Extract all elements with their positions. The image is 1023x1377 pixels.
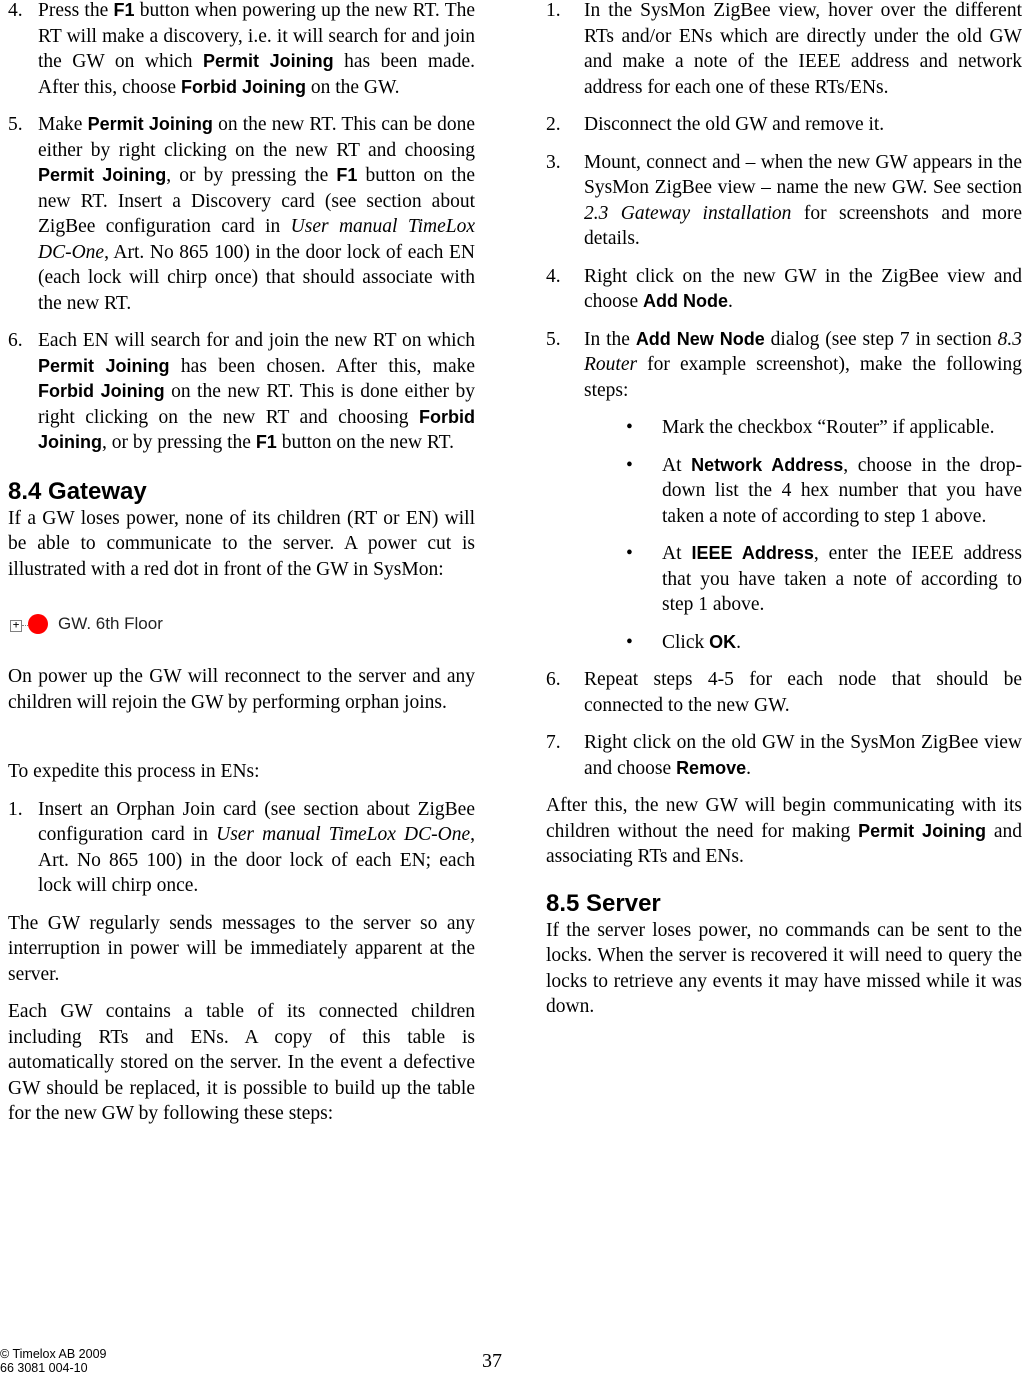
bullet-icon: •	[626, 417, 633, 438]
bold-term: Permit Joining	[203, 51, 334, 71]
left-column	[8, 0, 475, 1139]
bold-term: Add New Node	[635, 328, 765, 349]
bold-term: Add Node	[643, 291, 729, 311]
replace-step-4	[546, 264, 1022, 315]
replace-step-6	[546, 667, 1022, 718]
text: Right click on the new GW in the ZigBee view and choose	[584, 265, 1022, 312]
step-number: 3.	[546, 151, 561, 173]
text: , Art. No 865 100) in the door lock of each EN (each lock will chirp once) that should associate with the new RT.	[38, 241, 475, 314]
bold-term: Permit Joining	[38, 355, 170, 376]
bold-term: Remove	[676, 757, 747, 778]
bullet-icon: •	[626, 543, 633, 564]
step-4	[8, 0, 475, 100]
text: .	[728, 291, 733, 312]
step-number: 4.	[546, 265, 561, 287]
bullet-icon: •	[626, 454, 633, 476]
text: , or by pressing the	[102, 432, 256, 453]
para-table: Each GW contains a table of its connected children including RTs and ENs. A copy of this table is automatically stored on the server. In the event a defective GW should be replaced, it is possible to build up the table for the new GW by following these steps:	[8, 1001, 475, 1124]
power-cut-red-dot-icon	[28, 614, 48, 634]
text: At	[662, 543, 692, 564]
bold-term: Permit Joining	[87, 114, 213, 134]
text: Make	[38, 114, 88, 135]
para-server: If the server loses power, no commands can be sent to the locks. When the server is recovered it will need to query the locks to retrieve any events it may have missed while it was down.	[546, 919, 1022, 1017]
replace-step-3	[546, 150, 1022, 252]
text: button on the new RT.	[276, 432, 455, 453]
page-number: 37	[482, 1350, 502, 1372]
right-column	[546, 0, 1022, 1032]
gw-node-label[interactable]: GW. 6th Floor	[58, 614, 163, 633]
bullet-ieee-address	[546, 541, 1022, 618]
text: on the GW.	[305, 76, 400, 98]
text: , choose in the drop-down list the 4 hex number that you have taken a note of according to step 1 above.	[662, 454, 1022, 527]
heading-server: 8.5 Server	[546, 889, 661, 917]
italic-ref: User manual TimeLox DC-One	[216, 824, 471, 845]
text: Each EN will search for and join the new RT on which	[38, 330, 475, 351]
text: , or by pressing the	[166, 165, 337, 186]
bold-term: IEEE Address	[691, 543, 814, 563]
step-number: 5.	[8, 114, 23, 135]
text: Click	[662, 631, 710, 653]
bold-term: F1	[113, 0, 135, 20]
text: .	[746, 757, 751, 779]
bold-term: F1	[255, 432, 277, 452]
italic-ref: 2.3 Gateway installation	[584, 202, 792, 224]
text: Press the	[38, 0, 114, 21]
text: Repeat steps 4-5 for each node that should be connected to the new GW.	[584, 669, 1022, 716]
step-number: 5.	[546, 328, 561, 350]
step-number: 6.	[8, 330, 23, 351]
text: has been chosen. After this, make	[169, 355, 476, 377]
para-regularly: The GW regularly sends messages to the server so any interruption in power will be immediately apparent at the server.	[8, 912, 475, 985]
bold-term: Forbid Joining	[38, 406, 475, 452]
text: Mark the checkbox “Router” if applicable.	[662, 417, 995, 438]
orphan-step-1	[8, 797, 475, 899]
text: Mount, connect and – when the new GW appears in the SysMon ZigBee view – name the new GW. See section	[584, 151, 1022, 198]
step-5	[8, 112, 475, 316]
para-gateway: If a GW loses power, none of its children (RT or EN) will be able to communicate to the server. A power cut is illustrated with a red dot in front of the GW in SysMon:	[8, 507, 475, 580]
bold-term: Forbid Joining	[38, 381, 165, 401]
italic-ref: User manual TimeLox DC-One	[38, 216, 476, 263]
replace-step-5	[546, 327, 1022, 404]
step-number: 1.	[546, 0, 561, 21]
text: At	[662, 454, 692, 476]
text: for example screenshot), make the following steps:	[584, 354, 1022, 401]
text: has been made. After this, choose	[38, 51, 475, 98]
italic-ref: 8.3 Router	[584, 328, 1022, 375]
text: for screenshots and more details.	[584, 202, 1022, 249]
bullet-network-address	[546, 453, 1022, 530]
replace-step-7	[546, 730, 1022, 781]
bold-term: Permit Joining	[38, 165, 167, 185]
bullet-icon: •	[626, 631, 633, 653]
text: Disconnect the old GW and remove it.	[584, 114, 885, 135]
step-number: 7.	[546, 732, 561, 753]
bold-term: Permit Joining	[858, 820, 987, 841]
step-number: 6.	[546, 669, 561, 690]
bullet-click-ok	[546, 630, 1022, 656]
bold-term: OK	[709, 631, 737, 652]
text: , Art. No 865 100) in the door lock of each EN; each lock will chirp once.	[38, 824, 475, 896]
text: button when powering up the new RT. The RT will make a discovery, i.e. it will search for and join the GW on which	[38, 0, 476, 72]
footer	[0, 1347, 107, 1375]
expand-icon[interactable]	[10, 620, 22, 632]
text: button on the new RT. Insert a Discovery card (see section about ZigBee configuration card in	[38, 165, 475, 237]
text: .	[736, 631, 741, 653]
sysmon-tree-row	[8, 612, 475, 642]
step-number: 1.	[8, 798, 23, 820]
replace-step-1	[546, 0, 1022, 100]
text: and associating RTs and ENs.	[546, 820, 1022, 867]
bullet-router	[546, 415, 1022, 441]
bold-term: Forbid Joining	[180, 76, 306, 97]
text: In the SysMon ZigBee view, hover over the different RTs and/or ENs which are directly under the old GW and make a note of the IEEE address and network address for each one of these RTs/ENs.	[584, 0, 1022, 98]
text: dialog (see step 7 in section	[764, 328, 998, 350]
copyright: © Timelox AB 2009	[0, 1347, 107, 1361]
bold-term: F1	[336, 165, 358, 185]
para-after-this	[546, 793, 1022, 870]
text: , enter the IEEE address that you have taken a note of according to step 1 above.	[662, 543, 1022, 615]
step-number: 4.	[8, 0, 23, 21]
document-number: 66 3081 004-10	[0, 1361, 88, 1375]
para-power-up: On power up the GW will reconnect to the server and any children will rejoin the GW by performing orphan joins.	[8, 666, 475, 713]
text: on the new RT. This is done either by right clicking on the new RT and choosing	[38, 381, 475, 428]
para-expedite: To expedite this process in ENs:	[8, 761, 260, 782]
step-6	[8, 328, 475, 456]
text: on the new RT. This can be done either by right clicking on the new RT and choosing	[38, 114, 476, 161]
text: Right click on the old GW in the SysMon ZigBee view and choose	[584, 732, 1022, 779]
replace-step-2	[546, 112, 1022, 138]
expand-glyph: +	[12, 618, 20, 631]
text: Insert an Orphan Join card (see section about ZigBee configuration card in	[38, 798, 475, 845]
heading-gateway: 8.4 Gateway	[8, 477, 147, 505]
text: In the	[584, 328, 636, 350]
step-number: 2.	[546, 114, 561, 135]
text: After this, the new GW will begin communicating with its children without the need for making	[546, 795, 1022, 842]
bold-term: Network Address	[691, 454, 844, 475]
